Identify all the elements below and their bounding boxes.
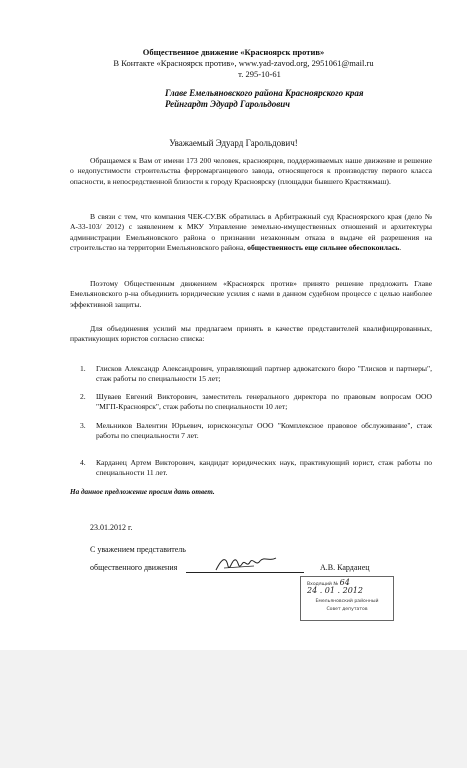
paragraph-2-bold: общественность еще сильнее обеспокоилась	[247, 243, 400, 253]
stamp-date: 24 . 01 . 2012	[307, 586, 363, 595]
list-number: 3.	[80, 421, 86, 430]
addressee-name: Рейнгардт Эдуард Гарольдович	[165, 99, 290, 109]
greeting: Уважаемый Эдуард Гарольдович!	[169, 138, 298, 148]
incoming-registration-stamp	[300, 576, 394, 621]
paragraph-4: Для объединения усилий мы предлагаем принять в качестве представителей квалифицированных, практикующих юристов согласно списка:	[70, 324, 432, 344]
addressee-position: Главе Емельяновского района Красноярского края	[165, 88, 364, 98]
lawyer-list-item	[80, 458, 432, 479]
list-number: 4.	[80, 458, 86, 467]
signatory-name: А.В. Карданец	[320, 563, 370, 572]
lawyer-list-item	[80, 392, 432, 413]
list-number: 1.	[80, 364, 86, 373]
document-date: 23.01.2012 г.	[90, 523, 133, 532]
lawyer-list-item	[80, 364, 432, 385]
paragraph-2-start: В связи с тем, что компания ЧЕК-СУ.ВК обратилась в Арбитражный суд Красноярского края (дело № А-33-103/ 2012) с заявлением к МКУ Управление земельно-имущественных отношений и архитектуры администрации Емельяновского района о признании незаконным отказа в выдаче ей разрешения на строительство на территории Емельяновского района,	[70, 212, 432, 253]
list-text: Шуваев Евгений Викторович, заместитель генерального директора по правовым вопросам ООО "МГП-Красноярск", стаж работы по специальности 10 лет;	[96, 392, 432, 412]
paragraph-2-end: .	[399, 243, 402, 253]
handwritten-signature	[214, 552, 278, 576]
lawyer-list-item	[80, 421, 432, 442]
scan-background	[0, 650, 467, 768]
list-text: Глисков Александр Александрович, управляющий партнер адвокатского бюро "Глисков и партнеры", стаж работы по специальности 15 лет;	[96, 364, 432, 384]
list-text: Мельников Валентин Юрьевич, юрисконсульт ООО "Комплексное правовое обслуживание", стаж работы по специальности 7 лет.	[96, 421, 432, 441]
list-number: 2.	[80, 392, 86, 401]
paragraph-2	[70, 212, 432, 254]
organization-contacts: В Контакте «Красноярск против», www.yad-zavod.org, 2951061@mail.ru	[113, 58, 374, 68]
stamp-incoming-number: 64	[339, 578, 350, 587]
stamp-organization-line-1: Емельяновский районный	[315, 599, 379, 604]
response-request-note: На данное предложение просим дать ответ.	[70, 488, 215, 496]
stamp-organization-line-2: Совет депутатов	[326, 607, 368, 612]
stamp-incoming-label: Входящий №	[307, 582, 339, 587]
paragraph-1: Обращаемся к Вам от имени 173 200 человек, красноярцев, поддерживаемых наше движение и решение о недопустимости строительства ферромарганцевого завода, относящегося к производству первого класса опасности, в непосредственной близости к городу Красноярску (площадки бывшего Крастяжмаш).	[70, 156, 432, 186]
closing-line-1: С уважением представитель	[90, 545, 186, 554]
organization-title: Общественное движение «Красноярск против»	[142, 47, 325, 57]
organization-phone: т. 295-10-61	[238, 69, 281, 79]
list-text: Карданец Артем Викторович, кандидат юридических наук, практикующий юрист, стаж работы по специальности 11 лет.	[96, 458, 432, 478]
closing-line-2: общественного движения	[90, 563, 178, 572]
paragraph-3: Поэтому Общественным движением «Красноярск против» принято решение предложить Главе Емельяновского р-на объединить юридические усилия с нами в данном судебном процессе с целью наиболее эффективной защиты.	[70, 279, 432, 309]
